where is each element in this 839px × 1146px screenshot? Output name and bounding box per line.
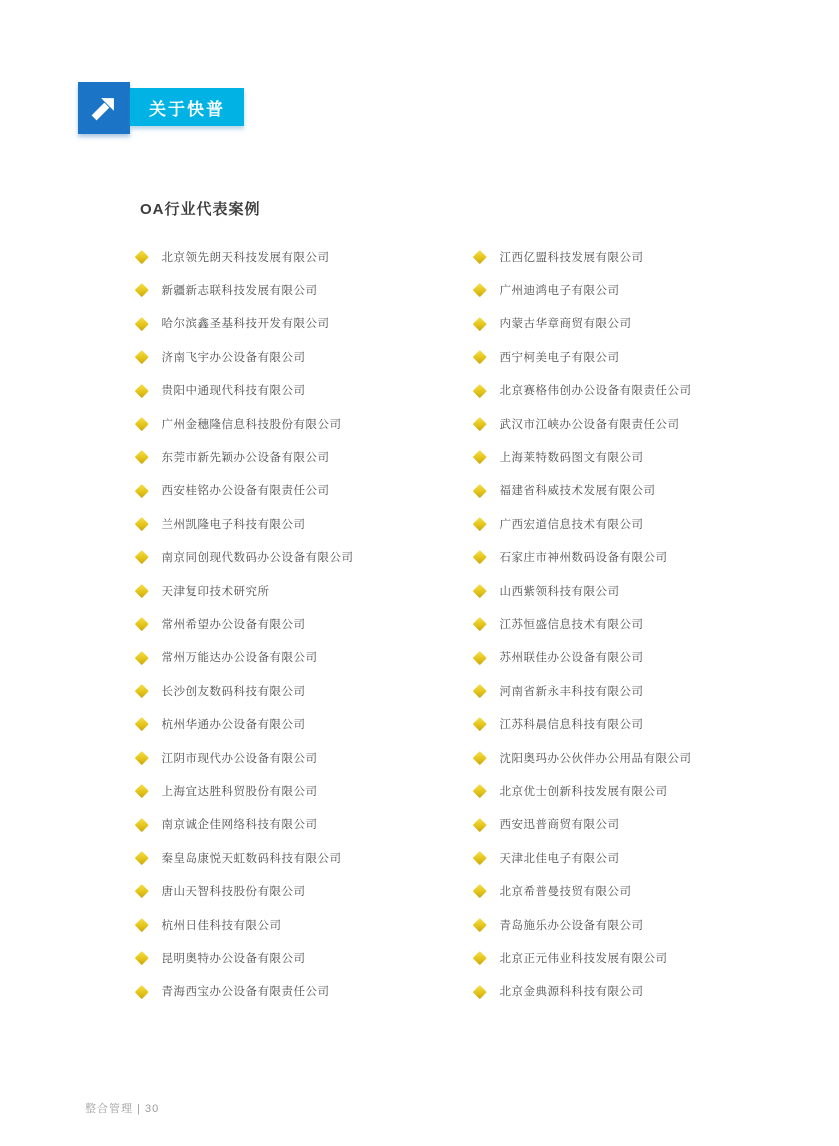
company-name: 唐山天智科技股份有限公司 <box>161 886 306 899</box>
diamond-bullet-icon <box>473 951 486 964</box>
list-item <box>475 541 692 574</box>
list-item <box>137 507 354 540</box>
company-name: 常州万能达办公设备有限公司 <box>161 652 318 665</box>
company-name: 广州金穗隆信息科技股份有限公司 <box>161 418 342 431</box>
diamond-bullet-icon <box>135 717 148 730</box>
diamond-bullet-icon <box>473 851 486 864</box>
kuaipu-logo <box>78 82 130 134</box>
list-item <box>137 674 354 707</box>
list-item <box>137 908 354 941</box>
diamond-bullet-icon <box>135 851 148 864</box>
list-item <box>137 307 354 340</box>
company-name: 北京希普曼技贸有限公司 <box>499 886 632 899</box>
company-name: 青海西宝办公设备有限责任公司 <box>161 986 330 999</box>
company-name: 广州迪鸿电子有限公司 <box>499 285 620 298</box>
list-item <box>475 641 692 674</box>
company-name: 武汉市江峡办公设备有限责任公司 <box>499 418 680 431</box>
list-item <box>137 374 354 407</box>
list-item <box>137 707 354 740</box>
company-name: 西安桂铭办公设备有限责任公司 <box>161 485 330 498</box>
list-item <box>137 607 354 640</box>
list-item <box>475 307 692 340</box>
company-name: 长沙创友数码科技有限公司 <box>161 685 306 698</box>
list-item <box>137 641 354 674</box>
company-name: 北京正元伟业科技发展有限公司 <box>499 952 668 965</box>
company-name: 上海宜达胜科贸股份有限公司 <box>161 785 318 798</box>
company-name: 山西紫领科技有限公司 <box>499 585 620 598</box>
list-item <box>475 273 692 306</box>
company-name: 新疆新志联科技发展有限公司 <box>161 285 318 298</box>
diamond-bullet-icon <box>135 250 148 263</box>
diamond-bullet-icon <box>473 417 486 430</box>
diamond-bullet-icon <box>135 617 148 630</box>
list-item <box>475 340 692 373</box>
list-item <box>137 541 354 574</box>
company-name: 上海莱特数码图文有限公司 <box>499 452 644 465</box>
company-list-right <box>475 240 692 1008</box>
diamond-bullet-icon <box>473 350 486 363</box>
diamond-bullet-icon <box>473 517 486 530</box>
section-banner <box>130 88 244 126</box>
diamond-bullet-icon <box>135 384 148 397</box>
diamond-bullet-icon <box>135 450 148 463</box>
list-item <box>137 774 354 807</box>
company-name: 江苏恒盛信息技术有限公司 <box>499 618 644 631</box>
diamond-bullet-icon <box>135 584 148 597</box>
company-name: 石家庄市神州数码设备有限公司 <box>499 552 668 565</box>
list-item <box>137 340 354 373</box>
diamond-bullet-icon <box>473 717 486 730</box>
diamond-bullet-icon <box>473 550 486 563</box>
list-item <box>137 808 354 841</box>
diamond-bullet-icon <box>135 550 148 563</box>
diamond-bullet-icon <box>473 584 486 597</box>
diamond-bullet-icon <box>135 651 148 664</box>
list-item <box>475 574 692 607</box>
company-name: 青岛施乐办公设备有限公司 <box>499 919 644 932</box>
company-name: 北京金典源科科技有限公司 <box>499 986 644 999</box>
diamond-bullet-icon <box>135 884 148 897</box>
diamond-bullet-icon <box>135 784 148 797</box>
company-name: 内蒙古华章商贸有限公司 <box>499 318 632 331</box>
diamond-bullet-icon <box>473 384 486 397</box>
diamond-bullet-icon <box>473 985 486 998</box>
diamond-bullet-icon <box>473 617 486 630</box>
section-banner-label: 关于快普 <box>149 99 225 119</box>
list-item <box>475 240 692 273</box>
list-item <box>475 774 692 807</box>
list-item <box>475 808 692 841</box>
company-name: 河南省新永丰科技有限公司 <box>499 685 644 698</box>
list-item <box>137 841 354 874</box>
list-item <box>475 975 692 1008</box>
list-item <box>475 607 692 640</box>
diamond-bullet-icon <box>135 985 148 998</box>
diamond-bullet-icon <box>473 784 486 797</box>
company-name: 西安迅普商贸有限公司 <box>499 819 620 832</box>
company-name: 北京领先朗天科技发展有限公司 <box>161 251 330 264</box>
company-name: 济南飞宇办公设备有限公司 <box>161 351 306 364</box>
company-name: 江苏科晨信息科技有限公司 <box>499 719 644 732</box>
arrow-up-right-icon <box>87 91 121 125</box>
company-name: 天津复印技术研究所 <box>161 585 270 598</box>
list-item <box>137 474 354 507</box>
diamond-bullet-icon <box>135 751 148 764</box>
company-name: 北京赛格伟创办公设备有限责任公司 <box>499 385 692 398</box>
list-item <box>475 908 692 941</box>
company-name: 哈尔滨鑫圣基科技开发有限公司 <box>161 318 330 331</box>
company-name: 广西宏道信息技术有限公司 <box>499 518 644 531</box>
company-list-left <box>137 240 354 1008</box>
company-name: 杭州日佳科技有限公司 <box>161 919 282 932</box>
diamond-bullet-icon <box>135 484 148 497</box>
company-name: 南京同创现代数码办公设备有限公司 <box>161 552 354 565</box>
diamond-bullet-icon <box>473 250 486 263</box>
list-item <box>137 741 354 774</box>
diamond-bullet-icon <box>473 818 486 831</box>
diamond-bullet-icon <box>135 517 148 530</box>
page-footer: 整合管理 | 30 <box>85 1103 160 1115</box>
diamond-bullet-icon <box>135 317 148 330</box>
diamond-bullet-icon <box>473 283 486 296</box>
diamond-bullet-icon <box>473 684 486 697</box>
diamond-bullet-icon <box>473 450 486 463</box>
diamond-bullet-icon <box>473 884 486 897</box>
list-item <box>137 941 354 974</box>
diamond-bullet-icon <box>135 684 148 697</box>
company-name: 苏州联佳办公设备有限公司 <box>499 652 644 665</box>
company-name: 西宁柯美电子有限公司 <box>499 351 620 364</box>
company-name: 江西亿盟科技发展有限公司 <box>499 251 644 264</box>
company-name: 沈阳奥玛办公伙伴办公用品有限公司 <box>499 752 692 765</box>
list-item <box>475 507 692 540</box>
diamond-bullet-icon <box>473 651 486 664</box>
company-name: 昆明奥特办公设备有限公司 <box>161 952 306 965</box>
list-item <box>137 874 354 907</box>
diamond-bullet-icon <box>473 484 486 497</box>
list-item <box>475 440 692 473</box>
page-title: OA行业代表案例 <box>140 201 261 218</box>
company-name: 贵阳中通现代科技有限公司 <box>161 385 306 398</box>
list-item <box>137 440 354 473</box>
company-name: 兰州凯隆电子科技有限公司 <box>161 518 306 531</box>
diamond-bullet-icon <box>135 283 148 296</box>
diamond-bullet-icon <box>473 918 486 931</box>
diamond-bullet-icon <box>135 918 148 931</box>
diamond-bullet-icon <box>473 317 486 330</box>
company-name: 北京优士创新科技发展有限公司 <box>499 785 668 798</box>
list-item <box>475 407 692 440</box>
company-name: 常州希望办公设备有限公司 <box>161 618 306 631</box>
list-item <box>475 674 692 707</box>
company-name: 东莞市新先颖办公设备有限公司 <box>161 452 330 465</box>
company-name: 杭州华通办公设备有限公司 <box>161 719 306 732</box>
list-item <box>475 941 692 974</box>
list-item <box>475 741 692 774</box>
list-item <box>475 374 692 407</box>
list-item <box>475 841 692 874</box>
list-item <box>475 474 692 507</box>
list-item <box>137 574 354 607</box>
diamond-bullet-icon <box>135 951 148 964</box>
company-name: 南京诚企佳网络科技有限公司 <box>161 819 318 832</box>
list-item <box>475 874 692 907</box>
diamond-bullet-icon <box>473 751 486 764</box>
list-item <box>475 707 692 740</box>
list-item <box>137 240 354 273</box>
diamond-bullet-icon <box>135 417 148 430</box>
diamond-bullet-icon <box>135 818 148 831</box>
list-item <box>137 273 354 306</box>
company-name: 天津北佳电子有限公司 <box>499 852 620 865</box>
company-name: 福建省科威技术发展有限公司 <box>499 485 656 498</box>
list-item <box>137 407 354 440</box>
diamond-bullet-icon <box>135 350 148 363</box>
company-name: 秦皇岛康悦天虹数码科技有限公司 <box>161 852 342 865</box>
company-name: 江阴市现代办公设备有限公司 <box>161 752 318 765</box>
list-item <box>137 975 354 1008</box>
